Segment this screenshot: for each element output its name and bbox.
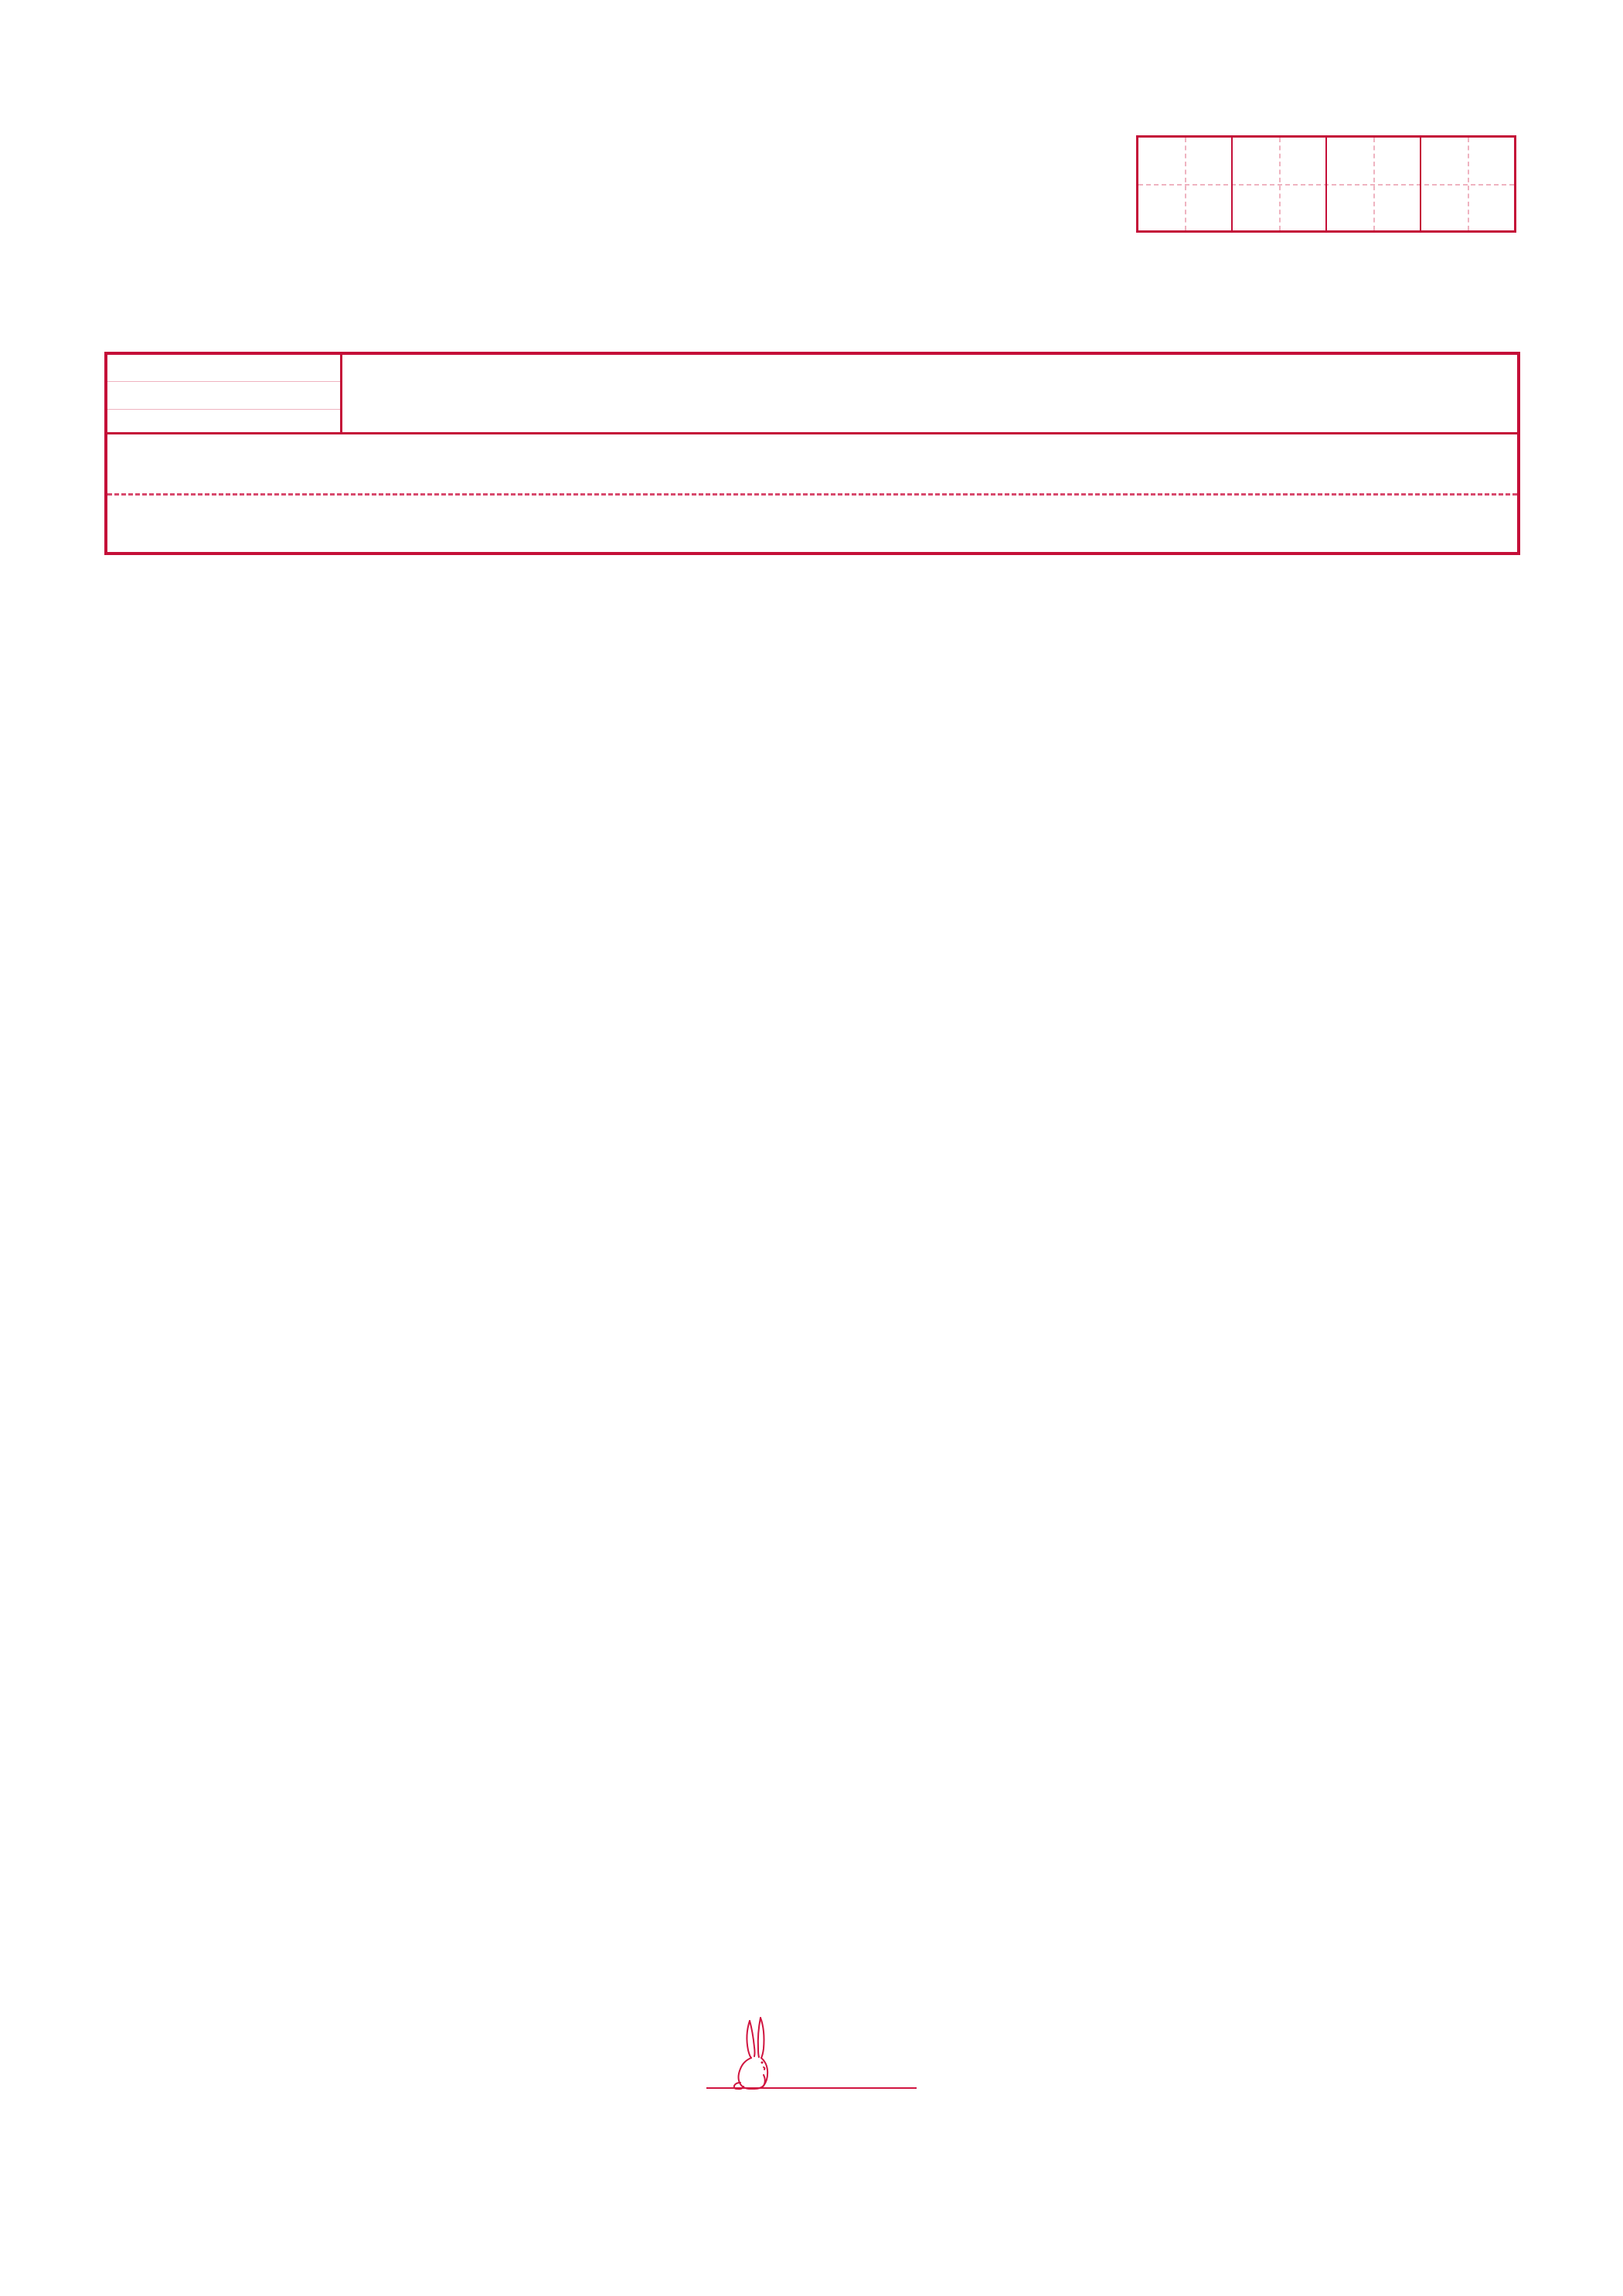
practice-row-midline	[107, 493, 1517, 496]
stroke-step-done-strokes	[744, 369, 781, 418]
block-top-row	[107, 355, 1517, 434]
stroke-order-sequence	[342, 355, 1517, 432]
stroke-step-done-strokes	[603, 369, 640, 418]
name-grid-cell	[1421, 138, 1514, 230]
pinyin-guideline	[107, 409, 340, 410]
stroke-order-step	[650, 369, 687, 418]
practice-row	[107, 434, 1517, 552]
name-writing-grid	[1136, 135, 1516, 233]
stroke-order-step	[367, 369, 404, 418]
stroke-step-done-strokes	[367, 369, 404, 418]
name-grid-cell	[1233, 138, 1327, 230]
stroke-step-done-strokes	[650, 369, 687, 418]
stroke-order-step	[603, 369, 640, 418]
pinyin-guideline	[107, 381, 340, 382]
stroke-order-step	[509, 369, 546, 418]
name-grid-cell	[1138, 138, 1233, 230]
page-number-rule	[706, 2087, 917, 2089]
stroke-order-step	[414, 369, 451, 418]
stroke-order-step	[556, 369, 593, 418]
stroke-order-step	[744, 369, 781, 418]
stroke-step-done-strokes	[509, 369, 546, 418]
stroke-step-new-stroke	[367, 369, 404, 418]
stroke-step-new-stroke	[414, 369, 451, 418]
pinyin-cell	[107, 355, 342, 432]
stroke-order-step	[697, 369, 734, 418]
name-grid-cell	[1327, 138, 1421, 230]
character-block	[104, 352, 1520, 555]
stroke-step-done-strokes	[461, 369, 498, 418]
rabbit-outline-icon	[709, 2015, 794, 2092]
stroke-order-step	[461, 369, 498, 418]
